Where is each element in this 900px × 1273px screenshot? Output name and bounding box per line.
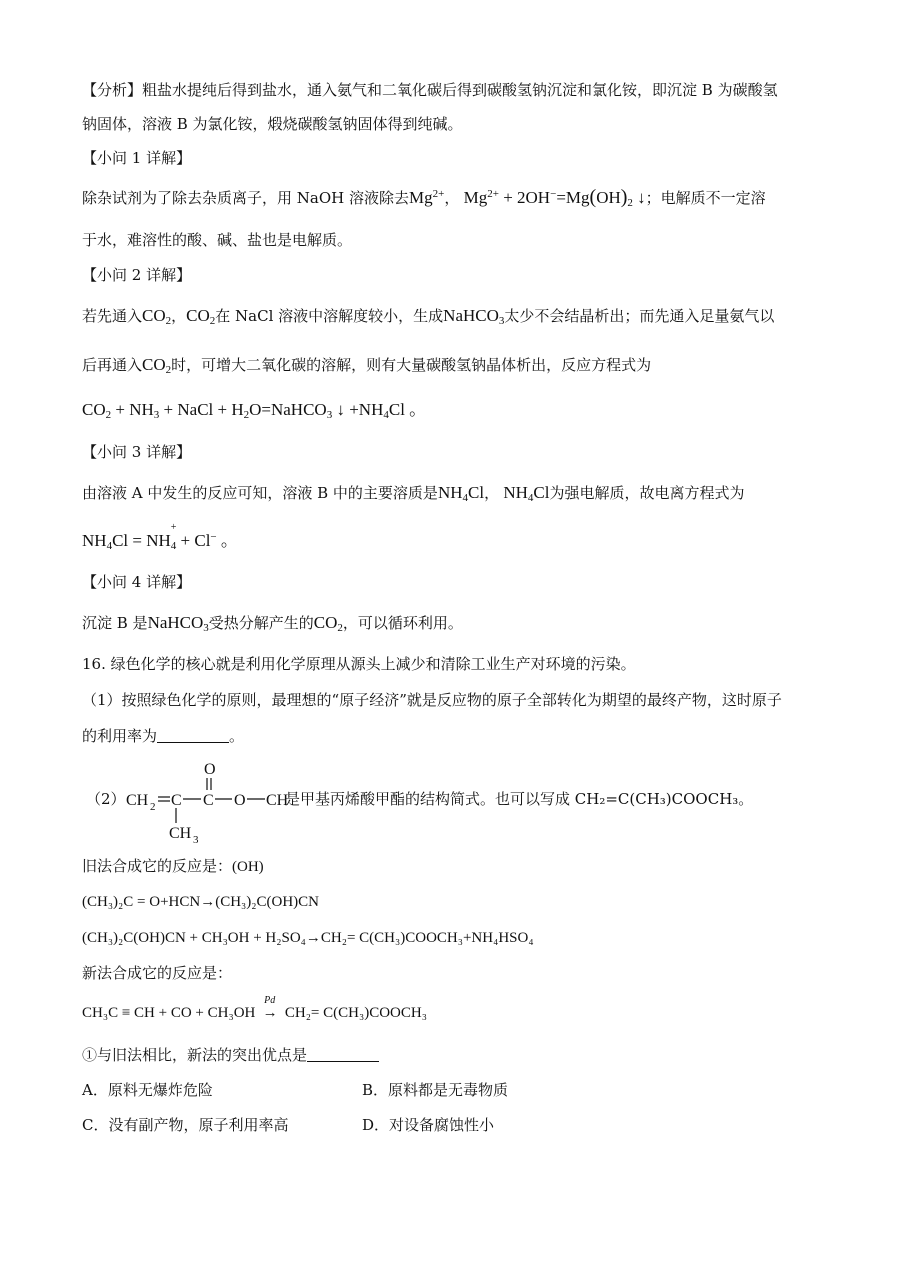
co2-formula: $CO_2$ bbox=[186, 306, 216, 327]
new-method-equation bbox=[82, 995, 840, 1025]
q2-line-2 bbox=[82, 353, 840, 377]
q3-heading: 【小问 3 详解】 bbox=[82, 443, 192, 461]
nh4cl-formula: $NH_4Cl$ bbox=[437, 483, 485, 504]
q2-heading: 【小问 2 详解】 bbox=[82, 266, 192, 284]
mg-ion-formula: $Mg^{2+}$ bbox=[408, 188, 445, 207]
old-method-equation-1: (CH₃)₂C = O+HCN→(CH₃)₂C(OH)CN bbox=[82, 894, 319, 910]
q16-sub1-text: ①与旧法相比，新法的突出优点是 bbox=[82, 1046, 308, 1064]
svg-text:CH: CH bbox=[169, 825, 192, 842]
mg-precipitation-equation: $Mg^{2+} + 2OH^-=Mg(OH)_2$ ↓ bbox=[459, 186, 646, 209]
answer-blank bbox=[307, 1045, 379, 1062]
q16-intro: 16. 绿色化学的核心就是利用化学原理从源头上减少和清除工业生产对环境的污染。 bbox=[82, 655, 636, 673]
new-eq-product: CH₂= C(CH₃)COOCH₃ bbox=[284, 1005, 427, 1021]
q1-text-a: 除杂试剂为了除去杂质离子，用 NaOH 溶液除去 bbox=[82, 189, 409, 207]
q2-text-d: 后再通入 bbox=[82, 356, 143, 374]
q4-heading: 【小问 4 详解】 bbox=[82, 573, 192, 591]
option-a[interactable]: A．原料无爆炸危险 bbox=[82, 1081, 213, 1099]
q16-part1-line-1: （1）按照绿色化学的原则，最理想的“原子经济”就是反应物的原子全部转化为期望的最终产物，这时原子 bbox=[82, 691, 782, 709]
q16-part1-text: 的利用率为 bbox=[82, 727, 158, 745]
q2-text-b: 在 NaCl 溶液中溶解度较小，生成 bbox=[215, 307, 444, 325]
option-b[interactable]: B．原料都是无毒物质 bbox=[362, 1081, 509, 1099]
q16-part2-label: （2） bbox=[86, 790, 126, 808]
pd-catalyst-label: Pd bbox=[264, 995, 276, 1006]
q16-part1-line-2 bbox=[82, 724, 840, 748]
nahco3-formula: NaHCO$_3$ bbox=[443, 306, 505, 327]
svg-text:O: O bbox=[234, 792, 246, 809]
option-d[interactable]: D．对设备腐蚀性小 bbox=[362, 1116, 495, 1134]
old-method-label: 旧法合成它的反应是：(OH) bbox=[82, 859, 264, 875]
svg-text:C: C bbox=[171, 792, 182, 809]
q1-heading: 【小问 1 详解】 bbox=[82, 149, 192, 167]
q1-text-b: ；电解质不一定溶 bbox=[645, 189, 766, 207]
svg-text:CH: CH bbox=[126, 792, 149, 809]
nh4cl-formula: $NH_4Cl$ bbox=[499, 483, 550, 504]
old-method-equation-2: (CH₃)₂C(OH)CN + CH₃OH + H₂SO₄→CH₂= C(CH₃)COOCH₃+NH₄HSO₄ bbox=[82, 930, 534, 946]
new-eq-reactants: CH₃C ≡ CH + CO + CH₃OH bbox=[82, 1005, 256, 1021]
q2-line-1: 若先通入$CO_2$，$CO_2$在 NaCl 溶液中溶解度较小，生成NaHCO$_3$太少不会结晶析出；而先通入足量氨气以 bbox=[82, 306, 775, 327]
svg-text:O: O bbox=[204, 761, 216, 778]
q3-text-a: 由溶液 A 中发生的反应可知，溶液 B 中的主要溶质是 bbox=[82, 484, 438, 502]
new-method-label: 新法合成它的反应是： bbox=[82, 964, 233, 982]
svg-text:3: 3 bbox=[193, 834, 199, 846]
q2-text-e: 时，可增大二氧化碳的溶解，则有大量碳酸氢钠晶体析出，反应方程式为 bbox=[171, 356, 652, 374]
q3-ionization-equation: $NH_4Cl$ = NH $_{+ 4}$ + Cl− 。 bbox=[82, 522, 238, 552]
analysis-line-2: 钠固体，溶液 B 为氯化铵，煅烧碳酸氢钠固体得到纯碱。 bbox=[82, 115, 463, 133]
co2-formula: $CO_2$ bbox=[142, 355, 172, 376]
co2-formula: $CO_2$ bbox=[142, 306, 172, 327]
svg-text:2: 2 bbox=[150, 801, 156, 813]
nahco3-formula: NaHCO$_3$ bbox=[147, 613, 209, 634]
svg-text:C: C bbox=[203, 792, 214, 809]
co2-formula: $CO_2$ bbox=[313, 613, 343, 634]
q3-line-1: 由溶液 A 中发生的反应可知，溶液 B 中的主要溶质是$NH_4Cl$， $NH_4Cl$为强电解质，故电离方程式为 bbox=[82, 483, 745, 504]
q4-line-1 bbox=[82, 611, 840, 635]
q16-sub1 bbox=[82, 1043, 840, 1067]
pd-catalyst-arrow: Pd → bbox=[259, 1001, 281, 1025]
svg-text:CH: CH bbox=[266, 792, 289, 809]
q1-line-1: 除杂试剂为了除去杂质离子，用 NaOH 溶液除去$Mg^{2+}$， $Mg^{2+} + 2OH^-=Mg(OH)_2$ ↓；电解质不一定溶 bbox=[82, 186, 766, 209]
q2-text-c: 太少不会结晶析出；而先通入足量氨气以 bbox=[504, 307, 775, 325]
option-c[interactable]: C．没有副产物，原子利用率高 bbox=[82, 1116, 289, 1134]
q16-part2-text: 是甲基丙烯酸甲酯的结构简式。也可以写成 CH₂=C(CH₃)COOCH₃。 bbox=[285, 790, 754, 808]
q4-text-c: ，可以循环利用。 bbox=[342, 614, 463, 632]
q2-reaction-equation: $CO_2 + NH_3$ + NaCl + $H_2O=NaHCO_3$ ↓ $+NH_4Cl$ 。 bbox=[82, 400, 427, 421]
q2-text-a: 若先通入 bbox=[82, 307, 143, 325]
q3-text-b: 为强电解质，故电离方程式为 bbox=[549, 484, 745, 502]
q16-part1-end: 。 bbox=[229, 727, 245, 745]
analysis-line-1: 【分析】粗盐水提纯后得到盐水，通入氨气和二氧化碳后得到碳酸氢钠沉淀和氯化铵，即沉淀 B 为碳酸氢 bbox=[82, 81, 778, 99]
q1-line-2: 于水，难溶性的酸、碱、盐也是电解质。 bbox=[82, 231, 353, 249]
methyl-methacrylate-structure bbox=[120, 758, 290, 848]
q4-text-b: 受热分解产生的 bbox=[208, 614, 314, 632]
q4-text-a: 沉淀 B 是 bbox=[82, 614, 148, 632]
answer-blank bbox=[157, 726, 229, 743]
